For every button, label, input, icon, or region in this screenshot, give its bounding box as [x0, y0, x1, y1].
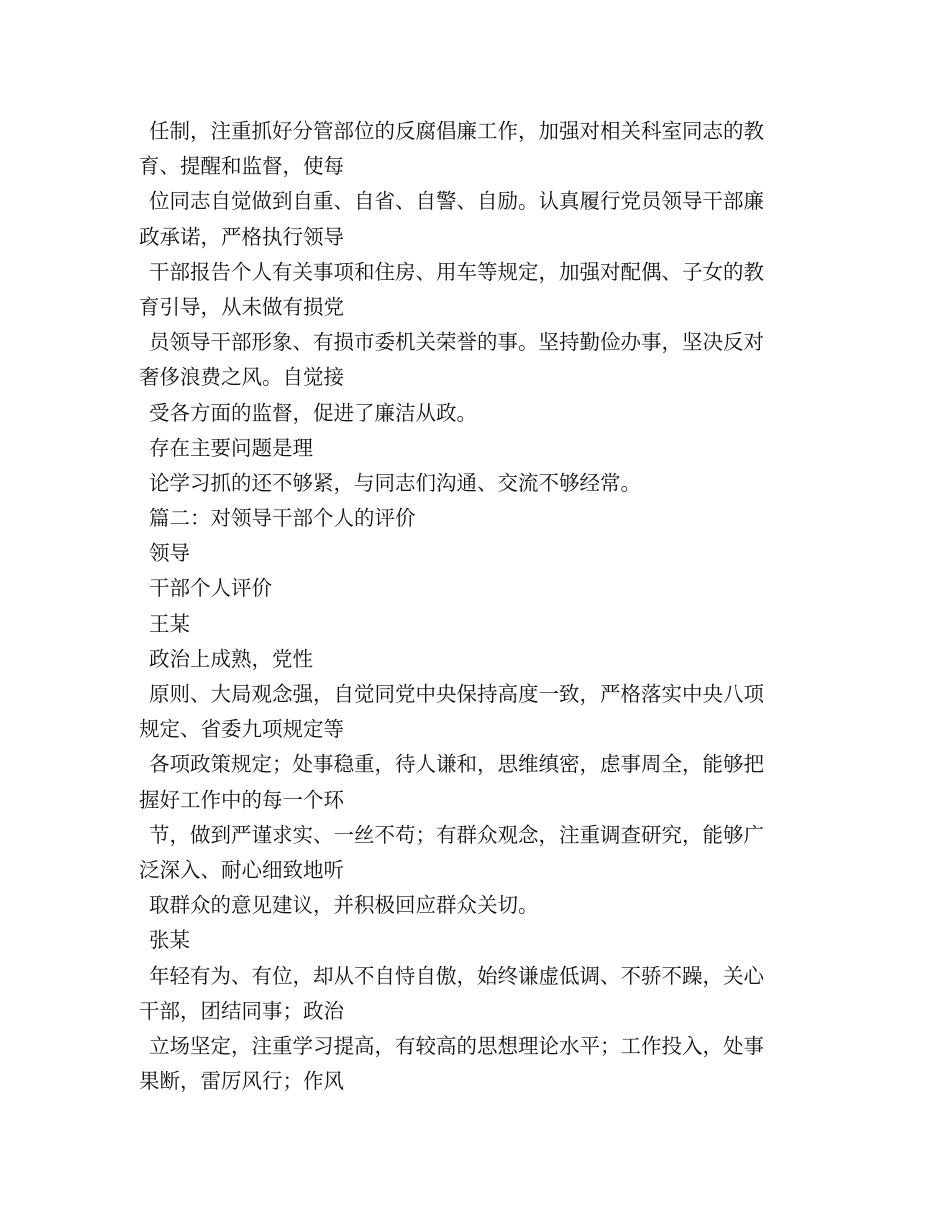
text-line: 干部报告个人有关事项和住房、用车等规定，加强对配偶、子女的教: [149, 259, 764, 284]
text-line: 论学习抓的还不够紧，与同志们沟通、交流不够经常。: [149, 470, 641, 495]
text-line: 各项政策规定；处事稳重，待人谦和，思维缜密，虑事周全，能够把: [149, 752, 764, 777]
text-line: 年轻有为、有位，却从不自恃自傲，始终谦虚低调、不骄不躁，关心: [149, 963, 764, 988]
text-line: 取群众的意见建议，并积极回应群众关切。: [149, 893, 539, 918]
text-line: 育引导，从未做有损党: [139, 294, 344, 319]
text-line: 节，做到严谨求实、一丝不苟；有群众观念，注重调查研究，能够广: [149, 822, 764, 847]
section-heading: 篇二：对领导干部个人的评价: [149, 506, 416, 531]
text-line: 泛深入、耐心细致地听: [139, 857, 344, 882]
person-name: 王某: [149, 611, 190, 636]
text-line: 奢侈浪费之风。自觉接: [139, 365, 344, 390]
text-line: 领导: [149, 541, 190, 566]
document-body: [139, 114, 817, 1099]
text-line: 立场坚定，注重学习提高，有较高的思想理论水平；工作投入，处事: [149, 1033, 764, 1058]
text-line: 果断，雷厉风行；作风: [139, 1069, 344, 1094]
text-line: 育、提醒和监督，使每: [139, 154, 344, 179]
person-name: 张某: [149, 928, 190, 953]
text-line: 干部，团结同事；政治: [139, 998, 344, 1023]
text-line: 原则、大局观念强，自觉同党中央保持高度一致，严格落实中央八项: [149, 682, 764, 706]
text-line: 规定、省委九项规定等: [139, 717, 344, 742]
text-line: 干部个人评价: [149, 576, 272, 601]
text-line: 政承诺，严格执行领导: [139, 224, 344, 249]
text-line: 位同志自觉做到自重、自省、自警、自励。认真履行党员领导干部廉: [149, 189, 764, 214]
text-line: 员领导干部形象、有损市委机关荣誉的事。坚持勤俭办事，坚决反对: [149, 330, 764, 355]
text-line: 受各方面的监督，促进了廉洁从政。: [149, 400, 477, 425]
text-line: 存在主要问题是理: [149, 435, 313, 460]
text-line: 握好工作中的每一个环: [139, 787, 344, 812]
text-line: 政治上成熟，党性: [149, 646, 313, 671]
text-line: 任制，注重抓好分管部位的反腐倡廉工作，加强对相关科室同志的教: [149, 119, 764, 143]
